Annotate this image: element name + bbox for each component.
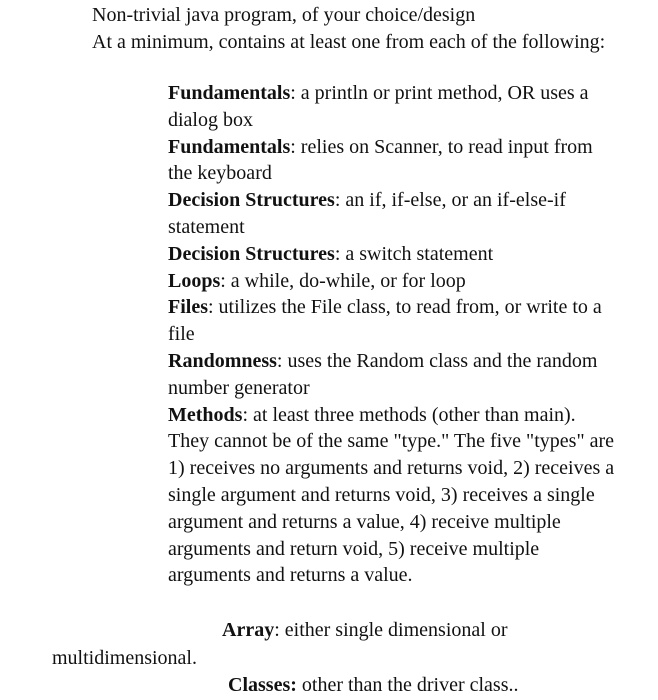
requirement-text: : at least three methods (other than main). They cannot be of the same "type." The five "types" are 1) receives no arguments and returns void, 2) receives a single argument and returns void, 3) receives a single argument and returns a value, 4) receive multiple arguments and return void, 5) receive multiple arguments and returns a value. (168, 403, 615, 587)
requirement-text: : a while, do-while, or for loop (220, 269, 466, 292)
requirement-text: : relies on Scanner, to read input from the keyboard (168, 135, 593, 185)
classes-requirement (228, 672, 518, 699)
requirement-title: Decision Structures (168, 242, 335, 265)
requirements-list (168, 80, 618, 589)
requirement-text: : an if, if-else, or an if-else-if statement (168, 189, 566, 238)
intro-block (92, 2, 612, 56)
requirement-item (168, 294, 618, 348)
requirement-title: Decision Structures (168, 189, 335, 212)
requirement-text: : utilizes the File class, to read from, or write to a file (168, 296, 602, 346)
requirement-item (168, 241, 618, 268)
array-continuation: multidimensional. (52, 647, 197, 669)
classes-text: other than the driver class.. (296, 674, 519, 696)
requirement-title: Fundamentals (168, 135, 291, 158)
requirement-title: Fundamentals (168, 82, 291, 104)
requirement-item (168, 134, 618, 188)
requirement-title: Loops (168, 269, 221, 292)
requirement-text: : a println or print method, OR uses a dialog box (168, 82, 589, 131)
requirement-item (168, 348, 618, 402)
requirement-title: Files (168, 296, 208, 319)
requirement-item (168, 187, 618, 241)
array-title: Array (222, 619, 275, 641)
requirement-title: Randomness (168, 349, 277, 372)
requirement-title: Methods (168, 403, 243, 426)
array-text: : either single dimensional or (274, 619, 508, 641)
array-requirement (222, 617, 507, 644)
requirement-item (168, 402, 618, 590)
requirement-text: : a switch statement (334, 242, 494, 265)
intro-line-2: At a minimum, contains at least one from each of the following: (92, 31, 606, 53)
requirement-item (168, 268, 618, 295)
intro-line-1: Non-trivial java program, of your choice/design (92, 4, 476, 26)
requirement-text: : uses the Random class and the random number generator (168, 349, 598, 399)
requirement-item (168, 80, 618, 134)
classes-title: Classes: (228, 674, 297, 696)
